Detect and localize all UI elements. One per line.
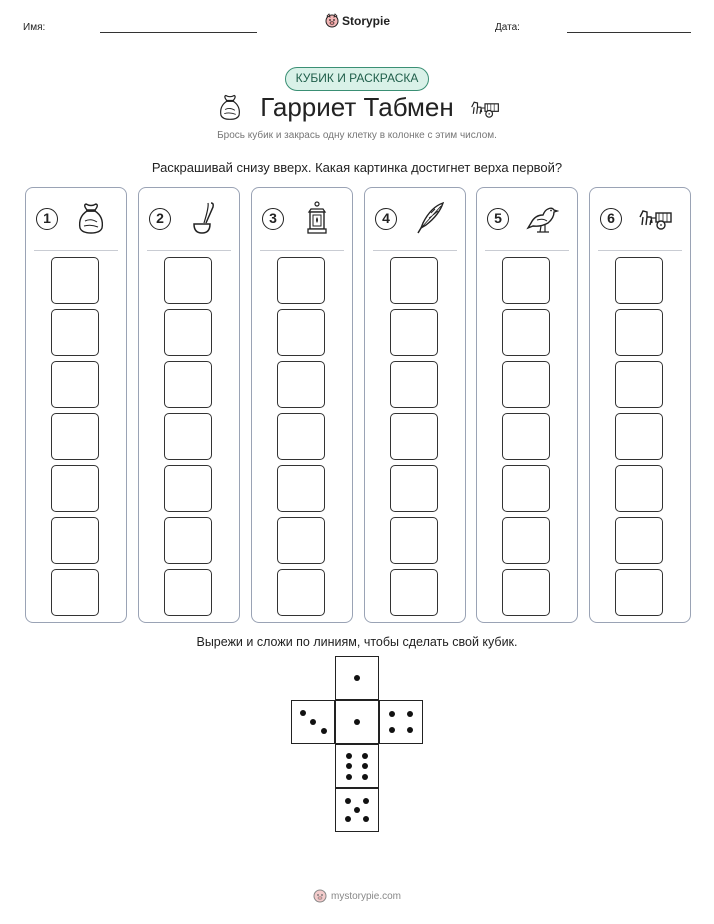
color-cell[interactable] bbox=[615, 361, 663, 408]
column-header bbox=[365, 188, 465, 248]
color-cell[interactable] bbox=[502, 517, 550, 564]
color-cell[interactable] bbox=[390, 465, 438, 512]
die-pip bbox=[362, 774, 368, 780]
color-cell[interactable] bbox=[615, 413, 663, 460]
color-cell[interactable] bbox=[390, 569, 438, 616]
column-number: 3 bbox=[262, 208, 284, 230]
storypie-logo bbox=[325, 13, 390, 29]
column-header bbox=[477, 188, 577, 248]
color-cell[interactable] bbox=[390, 517, 438, 564]
column-number: 4 bbox=[375, 208, 397, 230]
footer bbox=[0, 888, 714, 904]
color-cell[interactable] bbox=[615, 569, 663, 616]
column-6 bbox=[589, 187, 691, 623]
column-3 bbox=[251, 187, 353, 623]
column-5 bbox=[476, 187, 578, 623]
color-cell[interactable] bbox=[164, 257, 212, 304]
sack-icon bbox=[74, 201, 108, 235]
die-pip bbox=[407, 727, 413, 733]
column-header bbox=[26, 188, 126, 248]
column-2 bbox=[138, 187, 240, 623]
color-cell[interactable] bbox=[51, 517, 99, 564]
horse-cart-icon bbox=[638, 201, 672, 235]
color-cell[interactable] bbox=[277, 465, 325, 512]
color-cell[interactable] bbox=[164, 465, 212, 512]
color-cell[interactable] bbox=[615, 517, 663, 564]
color-cell[interactable] bbox=[51, 465, 99, 512]
color-cell[interactable] bbox=[277, 309, 325, 356]
die-pip bbox=[354, 807, 360, 813]
die-pip bbox=[363, 816, 369, 822]
color-cell[interactable] bbox=[502, 309, 550, 356]
column-divider bbox=[373, 250, 457, 251]
color-cell[interactable] bbox=[164, 309, 212, 356]
color-cell[interactable] bbox=[277, 413, 325, 460]
die-pip bbox=[354, 675, 360, 681]
color-cell[interactable] bbox=[277, 517, 325, 564]
column-4 bbox=[364, 187, 466, 623]
color-cell[interactable] bbox=[390, 413, 438, 460]
column-divider bbox=[147, 250, 231, 251]
color-cell[interactable] bbox=[390, 309, 438, 356]
die-pip bbox=[346, 753, 352, 759]
column-divider bbox=[34, 250, 118, 251]
color-cell[interactable] bbox=[51, 309, 99, 356]
horse-cart-icon bbox=[470, 97, 500, 119]
column-divider bbox=[260, 250, 344, 251]
color-cell[interactable] bbox=[164, 517, 212, 564]
column-header bbox=[252, 188, 352, 248]
die-face-6 bbox=[335, 744, 379, 788]
column-number: 1 bbox=[36, 208, 58, 230]
color-cell[interactable] bbox=[277, 569, 325, 616]
pig-mascot-icon bbox=[325, 13, 339, 29]
column-number: 6 bbox=[600, 208, 622, 230]
die-pip bbox=[346, 763, 352, 769]
color-cell[interactable] bbox=[390, 257, 438, 304]
die-pip bbox=[362, 763, 368, 769]
color-cell[interactable] bbox=[164, 361, 212, 408]
die-pip bbox=[354, 719, 360, 725]
name-label: Имя: bbox=[23, 22, 46, 33]
color-cell[interactable] bbox=[615, 257, 663, 304]
date-line[interactable] bbox=[567, 32, 691, 33]
color-cell[interactable] bbox=[277, 361, 325, 408]
activity-badge: КУБИК И РАСКРАСКА bbox=[285, 67, 429, 91]
name-line[interactable] bbox=[100, 32, 257, 33]
column-divider bbox=[485, 250, 569, 251]
die-pip bbox=[345, 798, 351, 804]
color-cell[interactable] bbox=[164, 569, 212, 616]
instruction-text: Раскрашивай снизу вверх. Какая картинка достигнет верха первой? bbox=[151, 160, 563, 175]
die-pip bbox=[407, 711, 413, 717]
die-pip bbox=[310, 719, 316, 725]
color-cell[interactable] bbox=[502, 465, 550, 512]
color-cell[interactable] bbox=[615, 465, 663, 512]
die-pip bbox=[300, 710, 306, 716]
column-number: 5 bbox=[487, 208, 509, 230]
die-pip bbox=[389, 727, 395, 733]
color-cell[interactable] bbox=[51, 569, 99, 616]
footer-url: mystorypie.com bbox=[330, 890, 401, 902]
die-pip bbox=[345, 816, 351, 822]
date-label: Дата: bbox=[495, 22, 520, 33]
die-pip bbox=[389, 711, 395, 717]
lantern-icon bbox=[300, 201, 334, 235]
bird-icon bbox=[525, 201, 559, 235]
column-1 bbox=[25, 187, 127, 623]
column-number: 2 bbox=[149, 208, 171, 230]
color-cell[interactable] bbox=[390, 361, 438, 408]
color-cell[interactable] bbox=[51, 257, 99, 304]
color-cell[interactable] bbox=[502, 257, 550, 304]
die-face-1-center bbox=[335, 700, 379, 744]
die-pip bbox=[363, 798, 369, 804]
column-header bbox=[590, 188, 690, 248]
color-cell[interactable] bbox=[277, 257, 325, 304]
column-divider bbox=[598, 250, 682, 251]
color-cell[interactable] bbox=[51, 361, 99, 408]
color-cell[interactable] bbox=[502, 361, 550, 408]
die-pip bbox=[346, 774, 352, 780]
die-face-1 bbox=[335, 656, 379, 700]
die-face-5 bbox=[335, 788, 379, 832]
die-face-4 bbox=[379, 700, 423, 744]
color-cell[interactable] bbox=[51, 413, 99, 460]
pig-mascot-icon bbox=[313, 888, 327, 904]
page-subtitle: Брось кубик и закрась одну клетку в колонке с этим числом. bbox=[217, 130, 497, 141]
color-cell[interactable] bbox=[164, 413, 212, 460]
color-cell[interactable] bbox=[502, 569, 550, 616]
ladle-icon bbox=[187, 201, 221, 235]
quill-icon bbox=[413, 201, 447, 235]
color-cell[interactable] bbox=[615, 309, 663, 356]
page-title: Гарриет Табмен bbox=[260, 92, 454, 122]
die-face-3 bbox=[291, 700, 335, 744]
column-header bbox=[139, 188, 239, 248]
cut-instruction: Вырежи и сложи по линиям, чтобы сделать свой кубик. bbox=[196, 635, 518, 649]
color-cell[interactable] bbox=[502, 413, 550, 460]
brand-name: Storypie bbox=[342, 14, 391, 28]
die-pip bbox=[362, 753, 368, 759]
die-pip bbox=[321, 728, 327, 734]
